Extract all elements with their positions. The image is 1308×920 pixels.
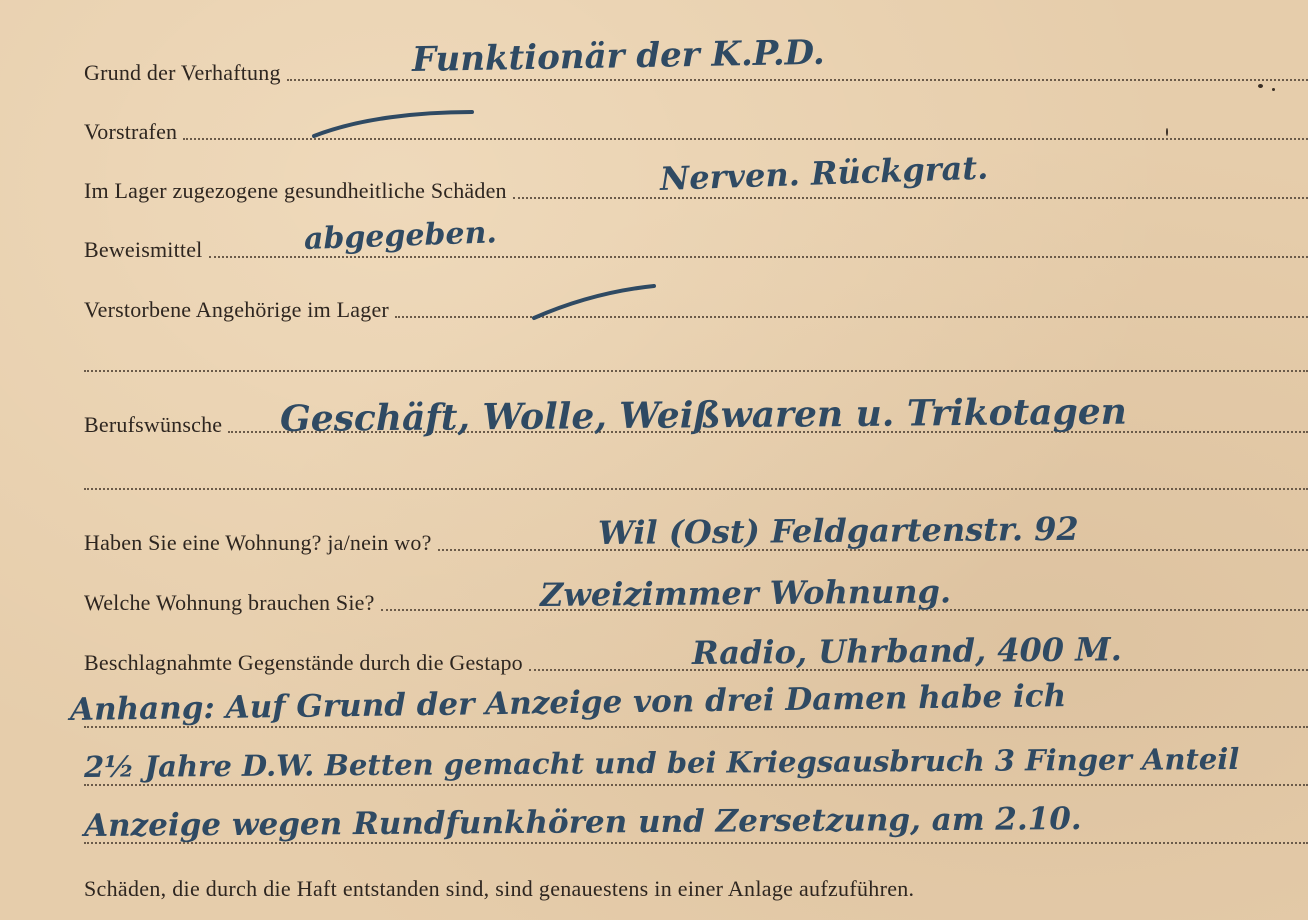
field-label: Berufswünsche <box>84 412 223 437</box>
angehoerige-dash-stroke <box>534 286 654 318</box>
handwritten-entry: Wil (Ost) Feldgartenstr. 92 <box>597 509 1079 552</box>
field-label: Vorstrafen <box>84 119 178 144</box>
handwritten-entry: Nerven. Rückgrat. <box>659 148 989 198</box>
handwritten-continuation: Anzeige wegen Rundfunkhören und Zersetzung, am 2.10. <box>83 801 1082 844</box>
paper-speck <box>1258 84 1263 88</box>
handwritten-entry: abgegeben. <box>303 215 498 257</box>
field-label: Welche Wohnung brauchen Sie? <box>84 590 375 615</box>
handwritten-entry: Zweizimmer Wohnung. <box>539 572 952 614</box>
vorstrafen-dash-stroke <box>314 112 472 136</box>
handwritten-continuation: Anhang: Auf Grund der Anzeige von drei Damen habe ich <box>69 678 1067 728</box>
handwritten-entry: Radio, Uhrband, 400 M. <box>691 630 1122 672</box>
paper-speck <box>1272 88 1275 91</box>
field-label: Beweismittel <box>84 237 203 262</box>
field-label: Haben Sie eine Wohnung? ja/nein wo? <box>84 530 432 555</box>
handwritten-entry: Funktionär der K.P.D. <box>411 32 826 80</box>
footer-note: Schäden, die durch die Haft entstanden sind, sind genauestens in einer Anlage aufzuführen. <box>84 876 915 901</box>
paper-speck <box>1166 128 1168 136</box>
handwritten-entry: Geschäft, Wolle, Weißwaren u. Trikotagen <box>279 390 1128 440</box>
field-label: Verstorbene Angehörige im Lager <box>84 297 389 322</box>
field-label: Beschlagnahmte Gegenstände durch die Gestapo <box>84 650 523 675</box>
field-label: Im Lager zugezogene gesundheitliche Schäden <box>84 178 507 203</box>
handwritten-continuation: 2½ Jahre D.W. Betten gemacht und bei Kriegsausbruch 3 Finger Anteil <box>83 741 1240 784</box>
field-label: Grund der Verhaftung <box>84 60 281 85</box>
